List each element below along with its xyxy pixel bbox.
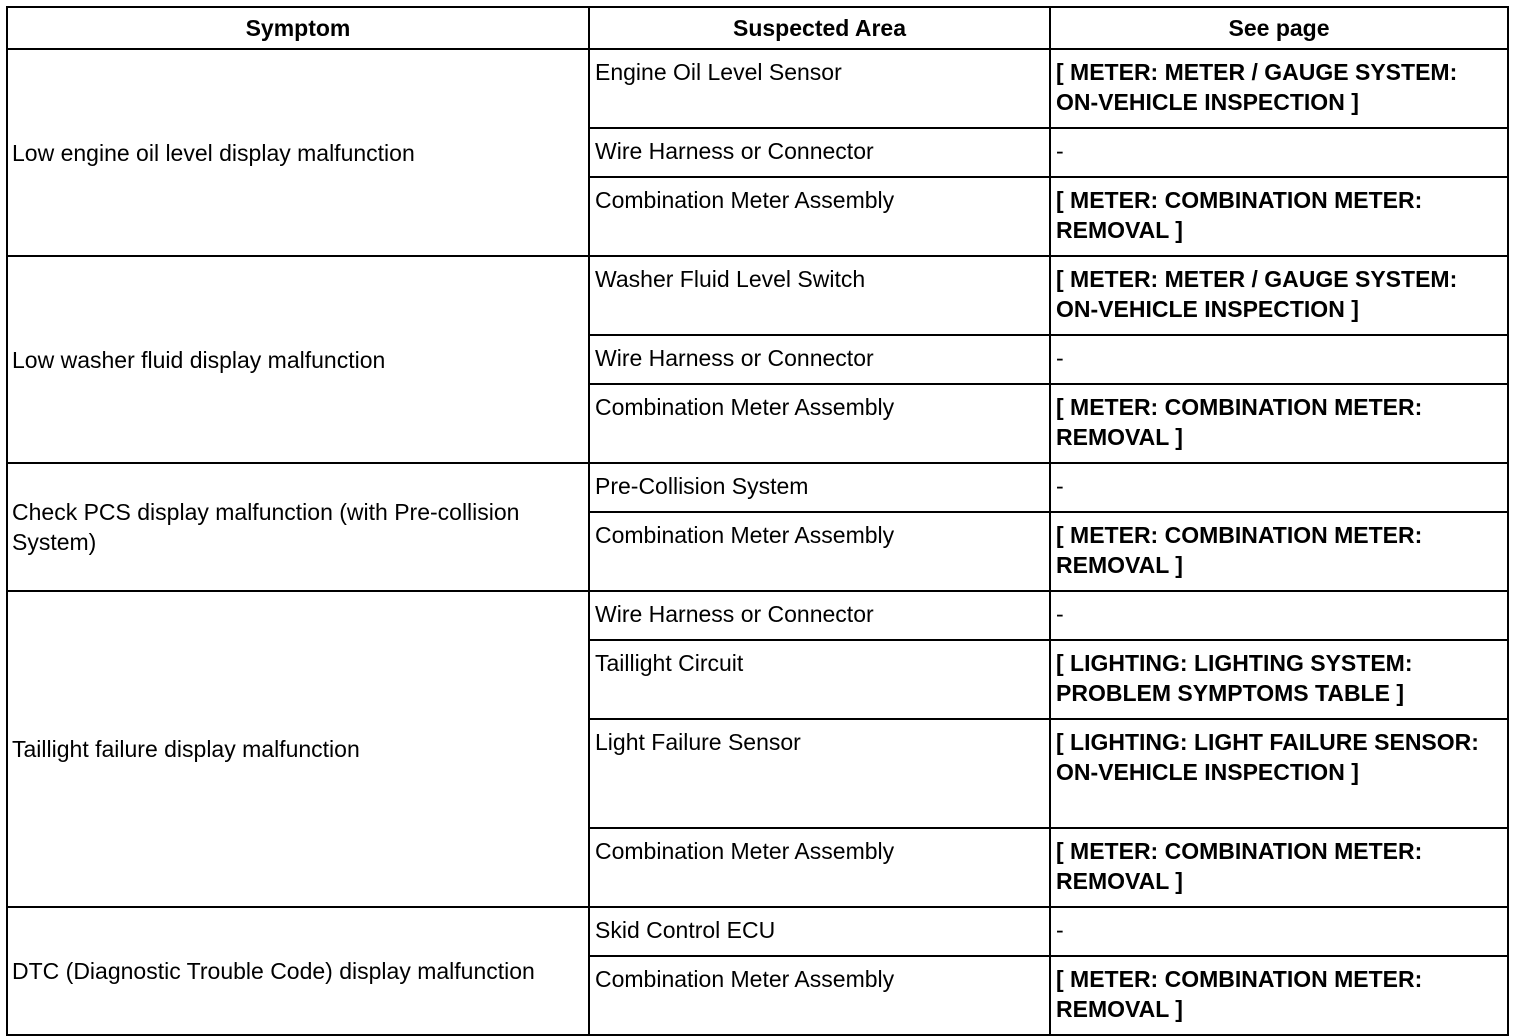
see-page-link[interactable]: [ METER: COMBINATION METER: REMOVAL ] <box>1050 384 1508 463</box>
see-page-link[interactable]: [ LIGHTING: LIGHTING SYSTEM: PROBLEM SYMPTOMS TABLE ] <box>1050 640 1508 719</box>
see-page-cell: - <box>1050 335 1508 384</box>
suspected-area-cell: Washer Fluid Level Switch <box>589 256 1050 335</box>
suspected-area-cell: Skid Control ECU <box>589 907 1050 956</box>
symptom-cell: Taillight failure display malfunction <box>7 591 589 907</box>
table-row <box>7 907 1508 956</box>
header-row <box>7 7 1508 49</box>
suspected-area-cell: Engine Oil Level Sensor <box>589 49 1050 128</box>
suspected-area-cell: Taillight Circuit <box>589 640 1050 719</box>
symptom-cell: DTC (Diagnostic Trouble Code) display malfunction <box>7 907 589 1035</box>
suspected-area-cell: Combination Meter Assembly <box>589 956 1050 1035</box>
see-page-link[interactable]: [ METER: METER / GAUGE SYSTEM: ON-VEHICLE INSPECTION ] <box>1050 256 1508 335</box>
suspected-area-cell: Wire Harness or Connector <box>589 335 1050 384</box>
header-suspected-area: Suspected Area <box>589 7 1050 49</box>
problem-symptoms-table <box>6 6 1509 1036</box>
symptom-cell: Check PCS display malfunction (with Pre-collision System) <box>7 463 589 591</box>
suspected-area-cell: Light Failure Sensor <box>589 719 1050 828</box>
table-row <box>7 591 1508 640</box>
suspected-area-cell: Wire Harness or Connector <box>589 128 1050 177</box>
header-see-page: See page <box>1050 7 1508 49</box>
suspected-area-cell: Combination Meter Assembly <box>589 177 1050 256</box>
header-symptom: Symptom <box>7 7 589 49</box>
table-row <box>7 463 1508 512</box>
suspected-area-cell: Pre-Collision System <box>589 463 1050 512</box>
see-page-link[interactable]: [ METER: COMBINATION METER: REMOVAL ] <box>1050 828 1508 907</box>
see-page-cell: - <box>1050 591 1508 640</box>
see-page-cell: - <box>1050 907 1508 956</box>
see-page-link[interactable]: [ METER: COMBINATION METER: REMOVAL ] <box>1050 956 1508 1035</box>
suspected-area-cell: Combination Meter Assembly <box>589 384 1050 463</box>
symptom-cell: Low washer fluid display malfunction <box>7 256 589 463</box>
suspected-area-cell: Combination Meter Assembly <box>589 828 1050 907</box>
suspected-area-cell: Wire Harness or Connector <box>589 591 1050 640</box>
suspected-area-cell: Combination Meter Assembly <box>589 512 1050 591</box>
table-row <box>7 49 1508 128</box>
see-page-link[interactable]: [ METER: METER / GAUGE SYSTEM: ON-VEHICLE INSPECTION ] <box>1050 49 1508 128</box>
see-page-link[interactable]: [ LIGHTING: LIGHT FAILURE SENSOR: ON-VEHICLE INSPECTION ] <box>1050 719 1508 828</box>
table-row <box>7 256 1508 335</box>
see-page-cell: - <box>1050 128 1508 177</box>
see-page-link[interactable]: [ METER: COMBINATION METER: REMOVAL ] <box>1050 512 1508 591</box>
see-page-link[interactable]: [ METER: COMBINATION METER: REMOVAL ] <box>1050 177 1508 256</box>
symptom-cell: Low engine oil level display malfunction <box>7 49 589 256</box>
see-page-cell: - <box>1050 463 1508 512</box>
